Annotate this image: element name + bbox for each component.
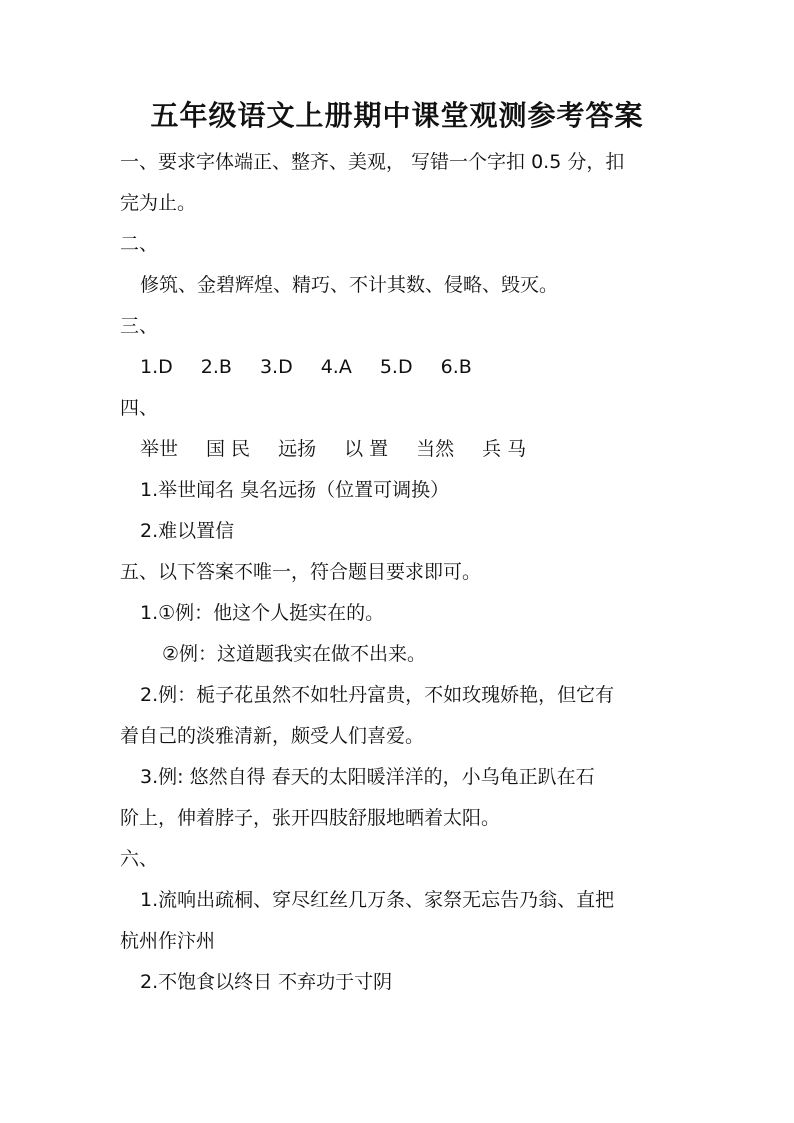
section-6-q1-line-1: 1.流响出疏桐、穿尽红丝几万条、家祭无忘告乃翁、直把 — [140, 889, 615, 911]
section-6-heading: 六、 — [120, 848, 159, 870]
section-5-q3-line-1: 3.例: 悠然自得 春天的太阳暖洋洋的，小乌龟正趴在石 — [140, 766, 595, 788]
section-5-q2-line-2: 着自己的淡雅清新，颇受人们喜爱。 — [120, 725, 425, 747]
section-1-line-1: 一、要求字体端正、整齐、美观， 写错一个字扣 0.5 分，扣 — [120, 151, 625, 173]
section-3-heading: 三、 — [120, 315, 159, 337]
section-6-q2: 2.不饱食以终日 不弃功于寸阴 — [140, 971, 393, 993]
mc-answer-1: 1.D — [140, 356, 173, 378]
word-2: 国 民 — [206, 438, 251, 460]
section-5-q1b: ②例：这道题我实在做不出来。 — [162, 643, 427, 665]
section-5-q3-line-2: 阶上，伸着脖子，张开四肢舒服地晒着太阳。 — [120, 807, 501, 829]
word-5: 当然 — [416, 438, 455, 460]
section-4-q2: 2.难以置信 — [140, 520, 235, 542]
mc-answer-6: 6.B — [440, 356, 472, 378]
section-4-words — [140, 434, 700, 464]
section-4-q1: 1.举世闻名 臭名远扬（位置可调换） — [140, 479, 450, 501]
page-title: 五年级语文上册期中课堂观测参考答案 — [150, 99, 644, 132]
section-6-q1-line-2: 杭州作汴州 — [120, 930, 216, 952]
mc-answer-3: 3.D — [259, 356, 293, 378]
section-3-answers — [140, 352, 700, 382]
word-1: 举世 — [140, 438, 179, 460]
section-4-heading: 四、 — [120, 397, 159, 419]
section-1-line-2: 完为止。 — [120, 192, 197, 214]
section-5-q2-line-1: 2.例：栀子花虽然不如牡丹富贵，不如玫瑰娇艳，但它有 — [140, 684, 615, 706]
word-6: 兵 马 — [482, 438, 527, 460]
word-3: 远扬 — [278, 438, 317, 460]
word-4: 以 置 — [344, 438, 389, 460]
mc-answer-4: 4.A — [320, 356, 352, 378]
section-5-heading: 五、以下答案不唯一，符合题目要求即可。 — [120, 561, 482, 583]
mc-answer-5: 5.D — [379, 356, 413, 378]
mc-answer-2: 2.B — [200, 356, 232, 378]
section-5-q1a: 1.①例：他这个人挺实在的。 — [140, 602, 385, 624]
section-2-heading: 二、 — [120, 233, 159, 255]
section-2-answer: 修筑、金碧辉煌、精巧、不计其数、侵略、毁灭。 — [140, 274, 559, 296]
